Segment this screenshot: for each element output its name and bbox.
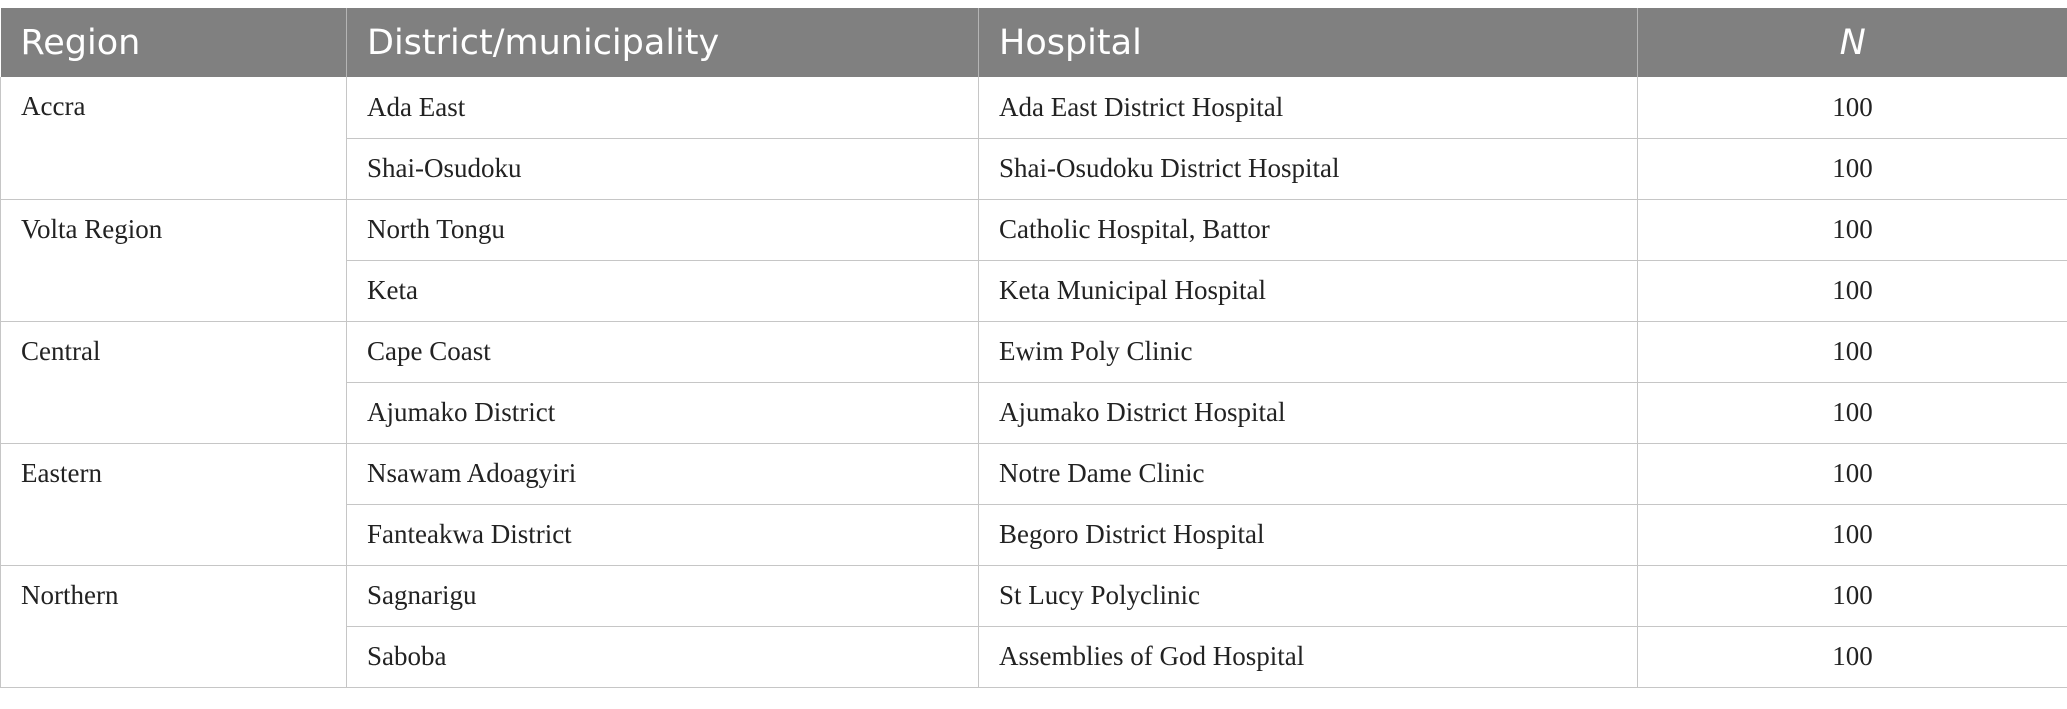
table-header xyxy=(1,8,2067,77)
n-cell: 100 xyxy=(1638,382,2067,443)
n-cell: 100 xyxy=(1638,138,2067,199)
hospital-cell: Assemblies of God Hospital xyxy=(979,626,1638,687)
n-cell: 100 xyxy=(1638,443,2067,504)
hospital-cell: Shai-Osudoku District Hospital xyxy=(979,138,1638,199)
district-cell: Keta xyxy=(347,260,979,321)
table-row xyxy=(1,77,2067,138)
region-cell: Volta Region xyxy=(1,199,347,321)
n-cell: 100 xyxy=(1638,565,2067,626)
table-row xyxy=(1,443,2067,504)
n-cell: 100 xyxy=(1638,77,2067,138)
header-region: Region xyxy=(1,8,347,77)
table-row xyxy=(1,199,2067,260)
n-cell: 100 xyxy=(1638,260,2067,321)
table-row xyxy=(1,565,2067,626)
hospital-table-container xyxy=(0,8,2067,688)
region-cell: Central xyxy=(1,321,347,443)
district-cell: North Tongu xyxy=(347,199,979,260)
n-cell: 100 xyxy=(1638,199,2067,260)
hospital-cell: Begoro District Hospital xyxy=(979,504,1638,565)
district-cell: Fanteakwa District xyxy=(347,504,979,565)
hospital-cell: Ajumako District Hospital xyxy=(979,382,1638,443)
hospital-cell: Catholic Hospital, Battor xyxy=(979,199,1638,260)
hospital-cell: Notre Dame Clinic xyxy=(979,443,1638,504)
hospital-cell: St Lucy Polyclinic xyxy=(979,565,1638,626)
hospital-cell: Keta Municipal Hospital xyxy=(979,260,1638,321)
table-row xyxy=(1,321,2067,382)
district-cell: Cape Coast xyxy=(347,321,979,382)
header-hospital: Hospital xyxy=(979,8,1638,77)
hospital-table xyxy=(0,8,2067,688)
n-cell: 100 xyxy=(1638,504,2067,565)
n-cell: 100 xyxy=(1638,321,2067,382)
district-cell: Nsawam Adoagyiri xyxy=(347,443,979,504)
district-cell: Shai-Osudoku xyxy=(347,138,979,199)
region-cell: Eastern xyxy=(1,443,347,565)
region-cell: Accra xyxy=(1,77,347,199)
district-cell: Sagnarigu xyxy=(347,565,979,626)
hospital-cell: Ada East District Hospital xyxy=(979,77,1638,138)
n-cell: 100 xyxy=(1638,626,2067,687)
district-cell: Saboba xyxy=(347,626,979,687)
header-row xyxy=(1,8,2067,77)
header-district: District/municipality xyxy=(347,8,979,77)
table-body xyxy=(1,77,2067,687)
header-n: N xyxy=(1638,8,2067,77)
district-cell: Ada East xyxy=(347,77,979,138)
hospital-cell: Ewim Poly Clinic xyxy=(979,321,1638,382)
region-cell: Northern xyxy=(1,565,347,687)
district-cell: Ajumako District xyxy=(347,382,979,443)
